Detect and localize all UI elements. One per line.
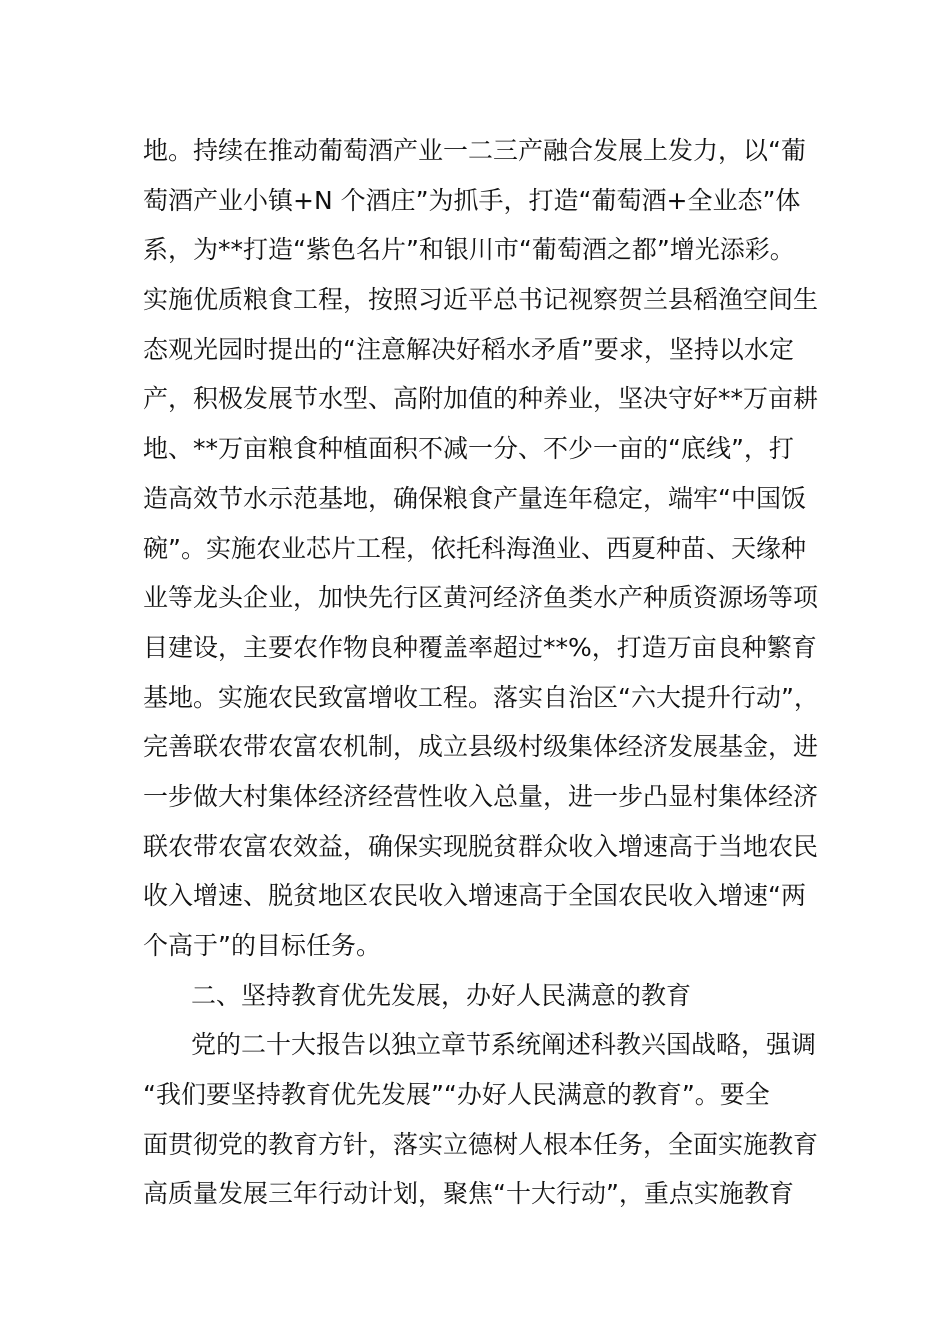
text-line: 基地。实施农民致富增收工程。落实自治区“六大提升行动”， [143,682,819,712]
text-line: 一步做大村集体经济经营性收入总量，进一步凸显村集体经济 [143,781,819,811]
text-line: 地。持续在推动葡萄酒产业一二三产融合发展上发力，以“葡 [143,136,806,165]
text-line: 业等龙头企业，加快先行区黄河经济鱼类水产种质资源场等项 [143,583,819,613]
text-line: 个高于”的目标任务。 [143,931,381,960]
text-line: 系，为**打造“紫色名片”和银川市“葡萄酒之都”增光添彩。 [143,235,795,265]
text-line: 党的二十大报告以独立章节系统阐述科教兴国战略，强调 [191,1030,817,1060]
section-heading: 二、坚持教育优先发展，办好人民满意的教育 [191,980,692,1010]
text-line: 造高效节水示范基地，确保粮食产量连年稳定，端牢“中国饭 [143,483,806,513]
text-line: 态观光园时提出的“注意解决好稻水矛盾”要求，坚持以水定 [143,334,794,364]
text-line: 完善联农带农富农机制，成立县级村级集体经济发展基金，进 [143,732,819,762]
text-line: 碗”。实施农业芯片工程，依托科海渔业、西夏种苗、天缘种 [143,533,806,563]
text-line: 目建设，主要农作物良种覆盖率超过**%，打造万亩良种繁育 [143,632,817,662]
text-line: 产，积极发展节水型、高附加值的种养业，坚决守好**万亩耕 [143,384,819,414]
text-line: 面贯彻党的教育方针，落实立德树人根本任务，全面实施教育 [143,1129,819,1159]
text-line: 萄酒产业小镇+N 个酒庄”为抓手，打造“葡萄酒+全业态”体 [143,185,801,215]
text-line: 地、**万亩粮食种植面积不减一分、不少一亩的“底线”，打 [143,434,794,464]
text-line: “我们要坚持教育优先发展”“办好人民满意的教育”。要全 [143,1080,770,1110]
body-text [143,126,823,1219]
text-line: 实施优质粮食工程，按照习近平总书记视察贺兰县稻渔空间生 [143,285,819,315]
text-line: 高质量发展三年行动计划，聚焦“十大行动”，重点实施教育 [143,1179,794,1209]
text-line: 收入增速、脱贫地区农民收入增速高于全国农民收入增速“两 [143,881,806,911]
text-line: 联农带农富农效益，确保实现脱贫群众收入增速高于当地农民 [143,831,819,861]
